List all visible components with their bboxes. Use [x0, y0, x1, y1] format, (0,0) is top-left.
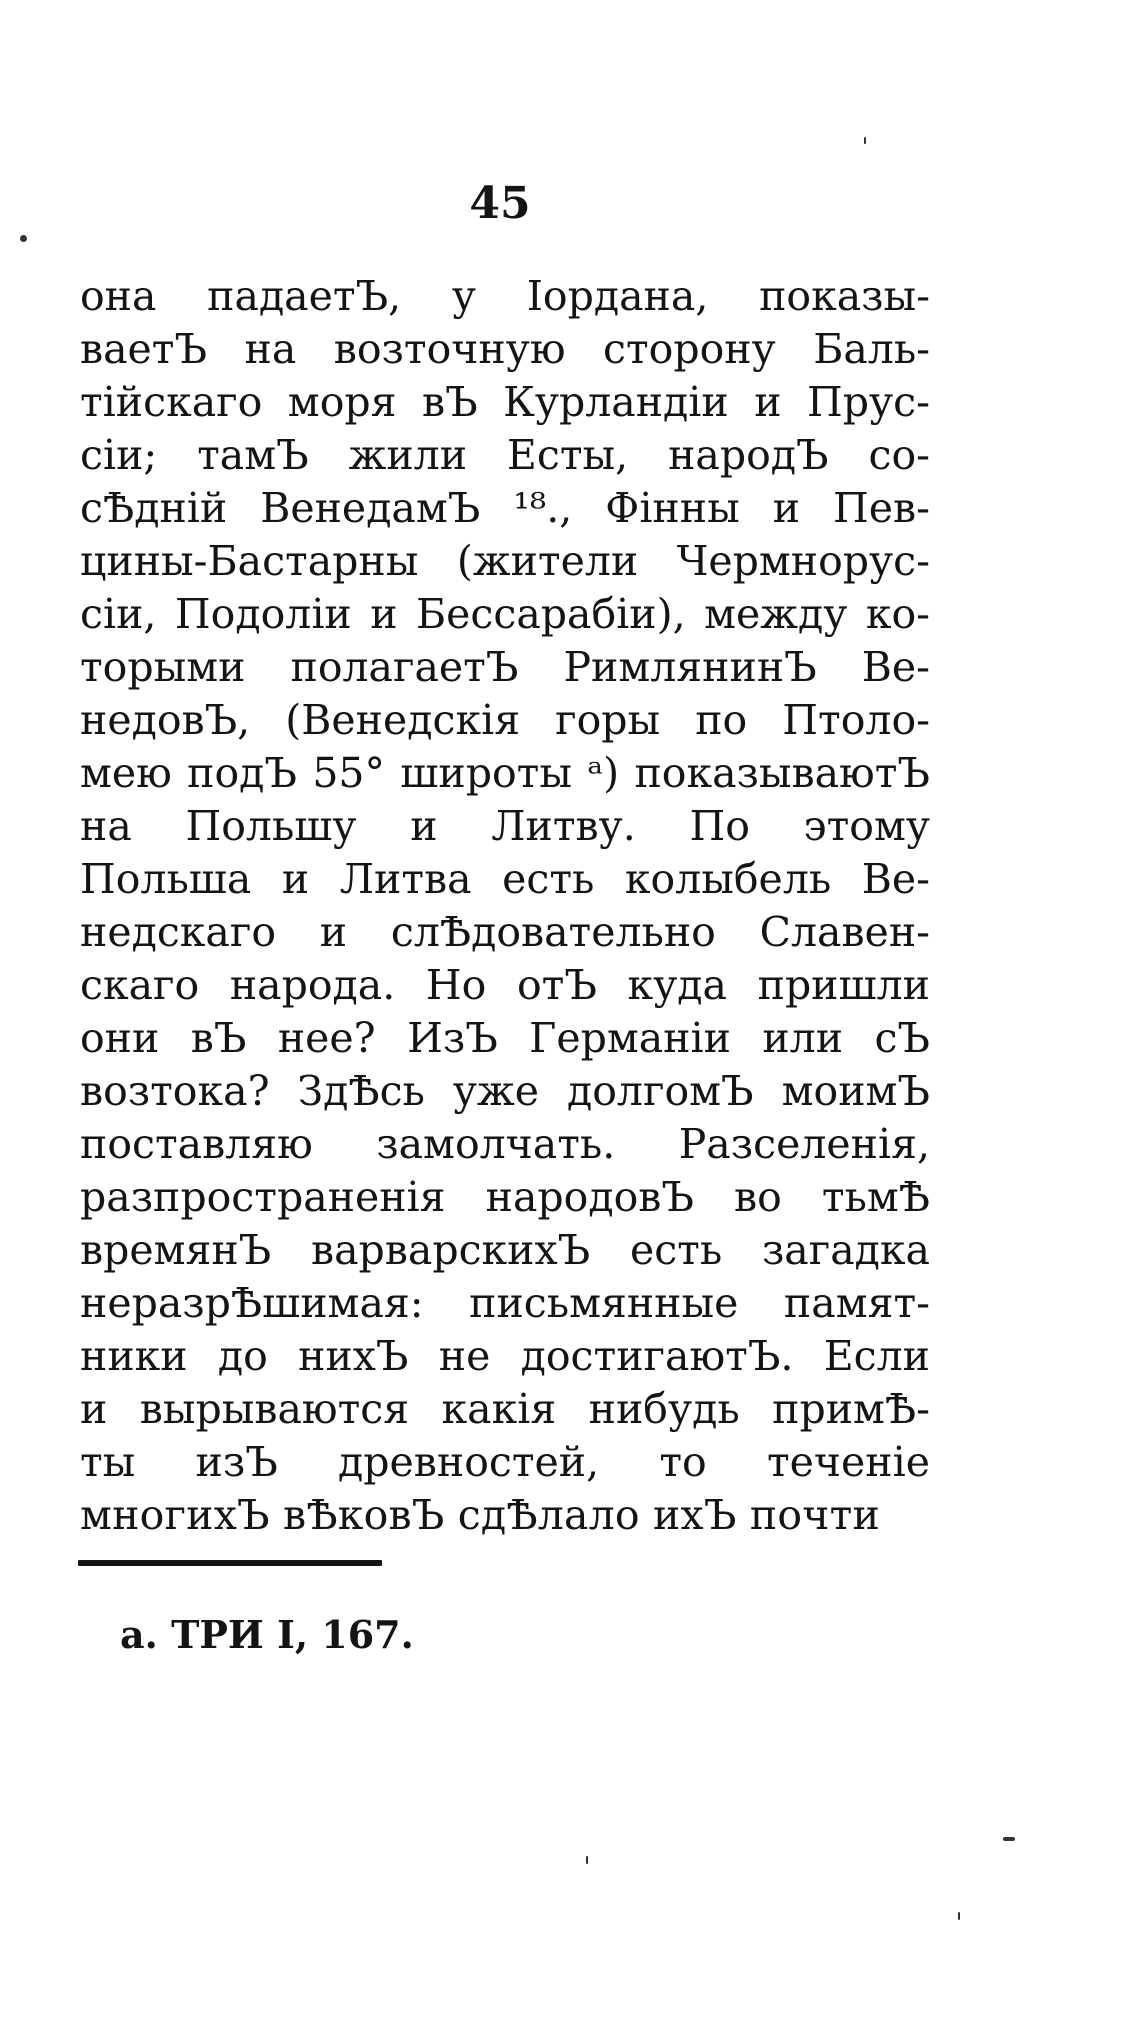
text-line: они вЪ нее? ИзЪ Германіи или сЪ — [80, 1014, 930, 1062]
text-line: сіи; тамЪ жили Есты, народЪ со- — [80, 431, 930, 479]
text-line: сѢдній ВенедамЪ ¹⁸., Фінны и Пев- — [80, 484, 930, 532]
text-line: ваетЪ на возточную сторону Баль- — [80, 325, 930, 373]
footnote: а. ТРИ I, 167. — [120, 1612, 414, 1657]
text-line: ники до нихЪ не достигаютЪ. Если — [80, 1332, 930, 1380]
text-line: и вырываются какія нибудь примѢ- — [80, 1385, 930, 1433]
text-line: скаго народа. Но отЪ куда пришли — [80, 961, 930, 1009]
text-line: недскаго и слѢдовательно Славен- — [80, 908, 930, 956]
text-line: тійскаго моря вЪ Курландіи и Прус- — [80, 378, 930, 426]
text-line: неразрѢшимая: письмянные памят- — [80, 1279, 930, 1327]
text-line: на Польшу и Литву. По этому — [80, 802, 930, 850]
ink-speck — [586, 1856, 588, 1864]
text-line: многихЪ вѢковЪ сдѢлало ихЪ почти — [80, 1491, 881, 1539]
text-line: ты изЪ древностей, то теченіе — [80, 1438, 930, 1486]
text-line: возтока? ЗдѢсь уже долгомЪ моимЪ — [80, 1067, 930, 1115]
text-line: Польша и Литва есть колыбель Ве- — [80, 855, 930, 903]
footnote-divider — [78, 1560, 382, 1566]
ink-speck — [864, 137, 866, 144]
text-line: торыми полагаетЪ РимлянинЪ Ве- — [80, 643, 930, 691]
ink-speck — [1003, 1837, 1015, 1841]
text-line: сіи, Подоліи и Бессарабіи), между ко- — [80, 590, 930, 638]
text-line: мею подЪ 55° широты ᵃ) показываютЪ — [80, 749, 930, 797]
text-line: разпространенія народовЪ во тьмѢ — [80, 1173, 930, 1221]
page-number: 45 — [469, 178, 531, 229]
body-text — [80, 270, 930, 1542]
ink-speck — [958, 1912, 960, 1920]
text-line: цины-Бастарны (жители Чермнорус- — [80, 537, 930, 585]
text-line: недовЪ, (Венедскія горы по Птоло- — [80, 696, 930, 744]
ink-speck — [20, 235, 27, 242]
text-line: она падаетЪ, у Іордана, показы- — [80, 272, 930, 320]
text-line: поставляю замолчать. Разселенія, — [80, 1120, 930, 1168]
text-line: времянЪ варварскихЪ есть загадка — [80, 1226, 930, 1274]
